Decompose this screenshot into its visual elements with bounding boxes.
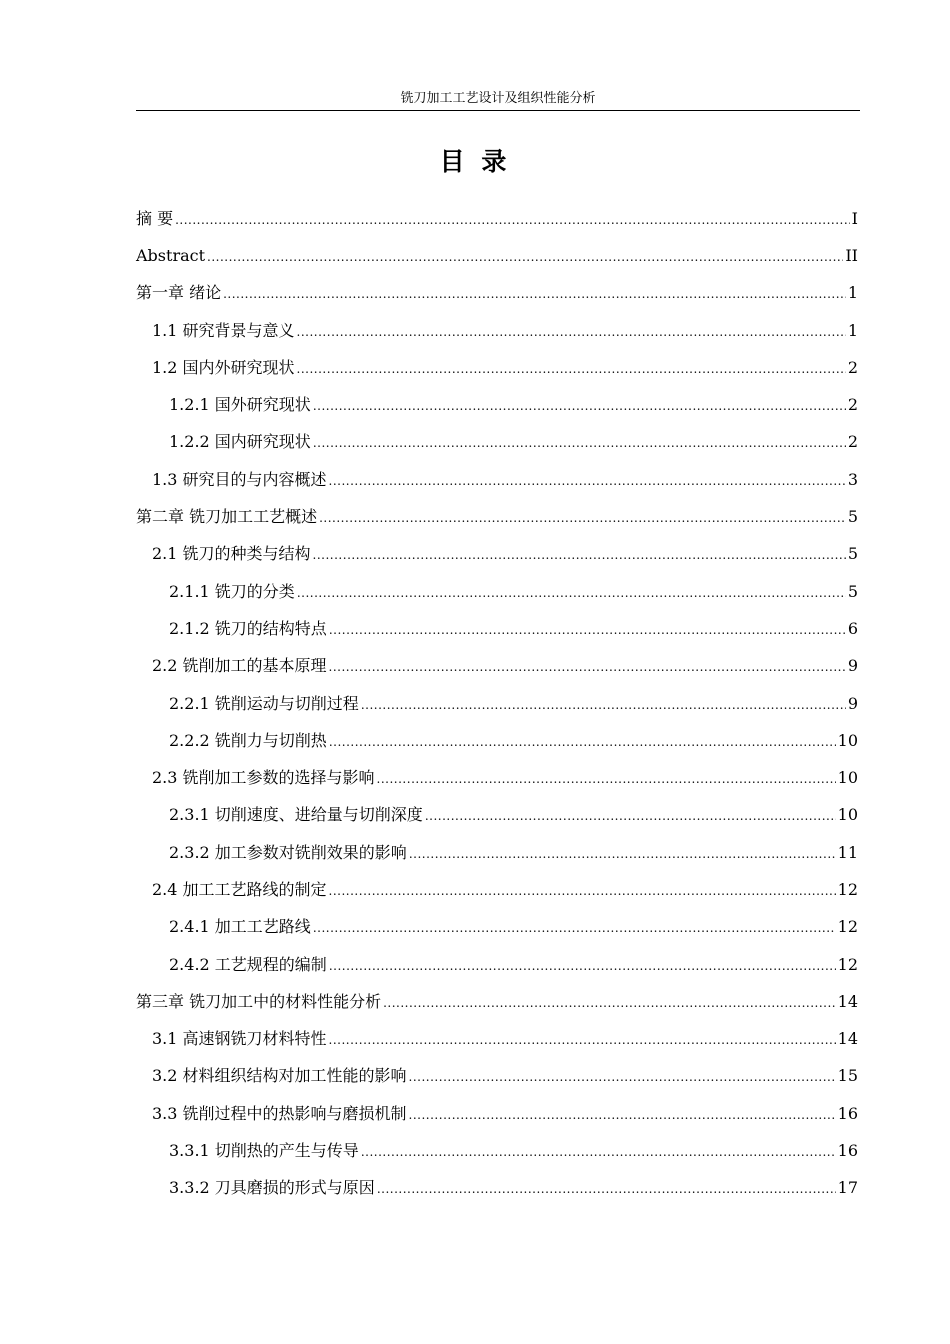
toc-entry-label: 2.1.2 铣刀的结构特点 bbox=[169, 618, 327, 638]
toc-entry-label: 1.1 研究背景与意义 bbox=[152, 320, 295, 340]
toc-entry-page-number: 5 bbox=[847, 507, 858, 527]
toc-entry[interactable] bbox=[136, 1021, 858, 1058]
toc-dot-leader bbox=[313, 432, 846, 452]
toc-dot-leader bbox=[329, 656, 846, 676]
page-title: 目 录 bbox=[439, 147, 511, 176]
toc-entry-label: 3.3 铣削过程中的热影响与磨损机制 bbox=[152, 1103, 407, 1123]
toc-entry[interactable] bbox=[136, 424, 858, 461]
toc-dot-leader bbox=[297, 321, 846, 341]
toc-entry-label: 1.2 国内外研究现状 bbox=[152, 357, 295, 377]
toc-entry[interactable] bbox=[136, 1132, 858, 1169]
toc-entry-page-number: 2 bbox=[847, 395, 858, 415]
toc-entry-label: 2.3.1 切削速度、进给量与切削深度 bbox=[169, 805, 423, 825]
toc-entry[interactable] bbox=[136, 237, 858, 274]
toc-entry[interactable] bbox=[136, 797, 858, 834]
toc-entry-page-number: I bbox=[851, 208, 858, 228]
toc-entry[interactable] bbox=[136, 498, 858, 535]
toc-dot-leader bbox=[329, 1029, 836, 1049]
toc-entry[interactable] bbox=[136, 722, 858, 759]
toc-dot-leader bbox=[313, 395, 846, 415]
toc-entry-label: 3.3.1 切削热的产生与传导 bbox=[169, 1141, 359, 1161]
toc-entry-page-number: 2 bbox=[847, 432, 858, 452]
toc-dot-leader bbox=[377, 768, 836, 788]
running-header: 铣刀加工工艺设计及组织性能分析 bbox=[400, 91, 596, 106]
toc-entry-page-number: 9 bbox=[847, 693, 858, 713]
toc-entry[interactable] bbox=[136, 386, 858, 423]
toc-entry-label: 1.2.2 国内研究现状 bbox=[169, 432, 311, 452]
toc-entry-label: 摘 要 bbox=[136, 208, 174, 228]
toc-dot-leader bbox=[409, 1104, 836, 1124]
toc-entry-page-number: 17 bbox=[837, 1178, 858, 1198]
toc-entry-label: Abstract bbox=[136, 245, 206, 265]
toc-entry[interactable] bbox=[136, 1170, 858, 1207]
toc-entry-label: 2.4.1 加工工艺路线 bbox=[169, 917, 311, 937]
toc-entry-label: 3.1 高速钢铣刀材料特性 bbox=[152, 1029, 327, 1049]
toc-entry-label: 3.3.2 刀具磨损的形式与原因 bbox=[169, 1178, 375, 1198]
toc-entry[interactable] bbox=[136, 1095, 858, 1132]
toc-entry-label: 2.4.2 工艺规程的编制 bbox=[169, 954, 327, 974]
toc-dot-leader bbox=[377, 1178, 836, 1198]
toc-dot-leader bbox=[297, 582, 846, 602]
toc-dot-leader bbox=[329, 955, 836, 975]
toc-entry[interactable] bbox=[136, 983, 858, 1020]
toc-entry[interactable] bbox=[136, 312, 858, 349]
toc-entry-label: 2.2 铣削加工的基本原理 bbox=[152, 656, 327, 676]
toc-dot-leader bbox=[329, 470, 846, 490]
toc-entry-label: 2.3 铣削加工参数的选择与影响 bbox=[152, 768, 375, 788]
toc-entry[interactable] bbox=[136, 759, 858, 796]
toc-entry[interactable] bbox=[136, 461, 858, 498]
toc-dot-leader bbox=[207, 246, 843, 266]
toc-dot-leader bbox=[329, 619, 846, 639]
toc-entry[interactable] bbox=[136, 871, 858, 908]
toc-entry[interactable] bbox=[136, 834, 858, 871]
toc-entry-label: 2.4 加工工艺路线的制定 bbox=[152, 879, 327, 899]
toc-entry-page-number: 10 bbox=[837, 805, 858, 825]
table-of-contents bbox=[136, 200, 858, 1207]
toc-dot-leader bbox=[361, 1141, 836, 1161]
toc-entry-page-number: 10 bbox=[837, 768, 858, 788]
toc-dot-leader bbox=[223, 283, 846, 303]
toc-entry[interactable] bbox=[136, 648, 858, 685]
toc-entry-label: 第三章 铣刀加工中的材料性能分析 bbox=[136, 991, 382, 1011]
toc-entry-page-number: 5 bbox=[847, 544, 858, 564]
toc-entry[interactable] bbox=[136, 200, 858, 237]
toc-entry-page-number: 1 bbox=[847, 283, 858, 303]
toc-dot-leader bbox=[297, 358, 846, 378]
toc-entry[interactable] bbox=[136, 909, 858, 946]
toc-entry-page-number: 16 bbox=[837, 1103, 858, 1123]
toc-entry-page-number: 5 bbox=[847, 581, 858, 601]
toc-entry-page-number: II bbox=[845, 245, 858, 265]
toc-dot-leader bbox=[361, 694, 846, 714]
toc-entry[interactable] bbox=[136, 1058, 858, 1095]
toc-entry-label: 2.3.2 加工参数对铣削效果的影响 bbox=[169, 842, 407, 862]
toc-entry[interactable] bbox=[136, 275, 858, 312]
toc-entry-label: 2.2.1 铣削运动与切削过程 bbox=[169, 693, 359, 713]
toc-entry-label: 2.2.2 铣削力与切削热 bbox=[169, 730, 327, 750]
toc-entry-page-number: 10 bbox=[837, 730, 858, 750]
toc-dot-leader bbox=[313, 544, 846, 564]
toc-entry-page-number: 12 bbox=[837, 954, 858, 974]
toc-entry[interactable] bbox=[136, 946, 858, 983]
toc-entry[interactable] bbox=[136, 685, 858, 722]
toc-dot-leader bbox=[329, 880, 836, 900]
toc-entry-label: 第二章 铣刀加工工艺概述 bbox=[136, 507, 318, 527]
toc-dot-leader bbox=[425, 805, 836, 825]
toc-entry-page-number: 14 bbox=[837, 991, 858, 1011]
toc-entry-label: 第一章 绪论 bbox=[136, 283, 222, 303]
toc-dot-leader bbox=[313, 917, 836, 937]
header-divider bbox=[136, 110, 860, 111]
toc-entry-page-number: 6 bbox=[847, 618, 858, 638]
toc-entry-page-number: 14 bbox=[837, 1029, 858, 1049]
toc-dot-leader bbox=[329, 731, 836, 751]
toc-entry-page-number: 2 bbox=[847, 357, 858, 377]
toc-entry-page-number: 1 bbox=[847, 320, 858, 340]
toc-dot-leader bbox=[175, 209, 850, 229]
toc-entry[interactable] bbox=[136, 573, 858, 610]
toc-dot-leader bbox=[383, 992, 836, 1012]
toc-dot-leader bbox=[319, 507, 846, 527]
toc-dot-leader bbox=[409, 843, 836, 863]
toc-entry-page-number: 12 bbox=[837, 917, 858, 937]
toc-entry[interactable] bbox=[136, 349, 858, 386]
toc-entry-page-number: 16 bbox=[837, 1141, 858, 1161]
toc-entry-label: 2.1.1 铣刀的分类 bbox=[169, 581, 295, 601]
toc-entry[interactable] bbox=[136, 610, 858, 647]
toc-entry-page-number: 9 bbox=[847, 656, 858, 676]
toc-dot-leader bbox=[409, 1066, 836, 1086]
toc-entry-label: 3.2 材料组织结构对加工性能的影响 bbox=[152, 1066, 407, 1086]
toc-entry-page-number: 12 bbox=[837, 879, 858, 899]
toc-entry-page-number: 15 bbox=[837, 1066, 858, 1086]
toc-entry-page-number: 11 bbox=[837, 842, 858, 862]
toc-entry[interactable] bbox=[136, 536, 858, 573]
toc-entry-label: 2.1 铣刀的种类与结构 bbox=[152, 544, 311, 564]
toc-entry-page-number: 3 bbox=[847, 469, 858, 489]
toc-entry-label: 1.2.1 国外研究现状 bbox=[169, 395, 311, 415]
toc-entry-label: 1.3 研究目的与内容概述 bbox=[152, 469, 327, 489]
